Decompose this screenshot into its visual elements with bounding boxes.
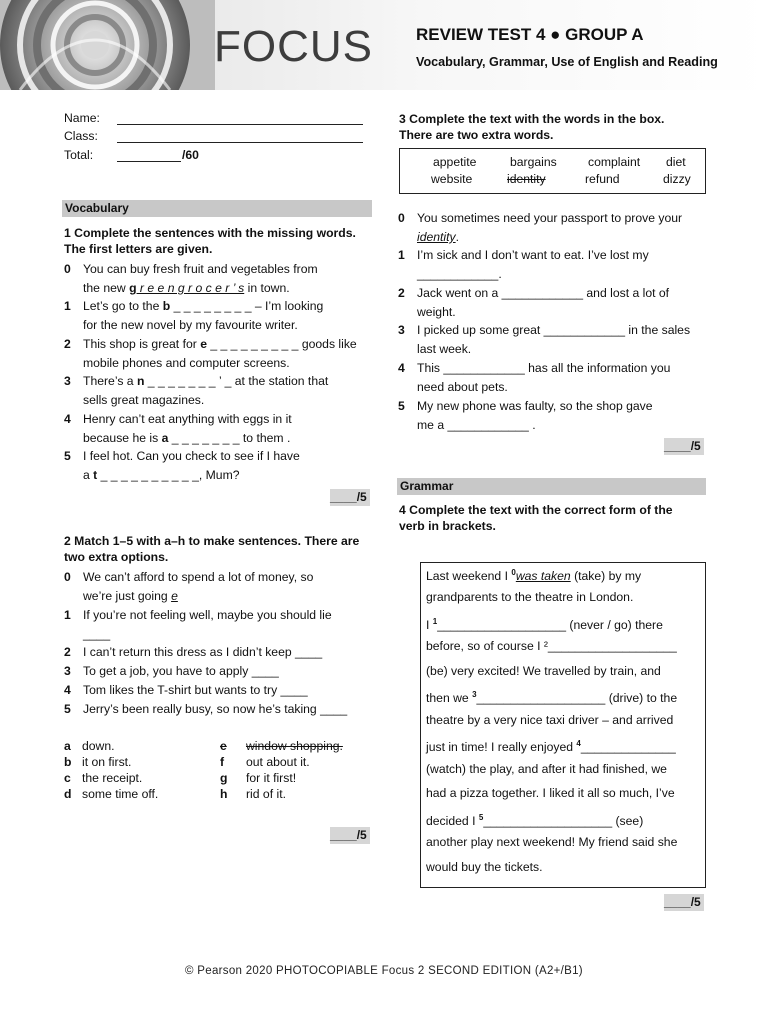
word-appetite: appetite [433, 155, 477, 169]
q2-item-5[interactable]: 5 Jerry’s been really busy, so now he’s taking ____ [64, 702, 348, 716]
q1-item-4-blank[interactable]: because he is a _ _ _ _ _ _ _ to them . [83, 431, 291, 445]
q2-example-answer: e [171, 589, 178, 603]
page-footer: © Pearson 2020 PHOTOCOPIABLE Focus 2 SECOND EDITION (A2+/B1) [185, 965, 583, 977]
q2-item-3[interactable]: 3 To get a job, you have to apply ____ [64, 664, 279, 678]
q2-item-0: 0 We can’t afford to spend a lot of money, so we’re just going e [64, 570, 314, 603]
q4-title-line2: verb in brackets. [399, 519, 496, 533]
q2-item-2[interactable]: 2 I can’t return this dress as I didn’t keep ____ [64, 645, 323, 659]
class-field[interactable] [117, 142, 363, 143]
q1-title-line1: 1 Complete the sentences with the missing words. [64, 226, 356, 240]
q4-example-answer: was taken [515, 569, 571, 583]
q2-option-b: it on first. [82, 755, 132, 769]
word-website: website [431, 172, 473, 186]
name-label: Name: [64, 111, 100, 125]
q1-item-2: 2 This shop is great for e _ _ _ _ _ _ _ _ _ goods like mobile phones and computer screens. [64, 337, 357, 370]
section-vocabulary: Vocabulary [62, 200, 372, 217]
word-diet: diet [666, 155, 686, 169]
q1-example-answer: r e e n g r o c e r ’ s [136, 281, 245, 295]
section-grammar: Grammar [397, 478, 706, 495]
q1-item-0: 0 You can buy fresh fruit and vegetables from the new g r e e n g r o c e r ’ s in town. [64, 262, 318, 295]
q1-item-3-blank[interactable]: There’s a n _ _ _ _ _ _ _ ’ _ at the station that [83, 374, 329, 388]
q2-option-f: out about it. [246, 755, 310, 769]
q4-text-box: Last weekend I $^0$was taken (take) by my grandparents to the theatre in London. I $^1$___________________ (never / go) there before, so of course I ²___________________ (be) very excited! We travelled by train, and then we $^3$___________________ (drive) to the theatre by a very nice taxi driver – and arrived just in time! I really enjoyed $^4$______________ (watch) the play, and after it had finished, we had a pizza together. I liked it all so much, I’ve decided I $^5$___________________ (see) another play next weekend! My friend said she would buy the tickets. [420, 562, 706, 888]
q2-option-a: down. [82, 739, 115, 753]
q2-title-line2: two extra options. [64, 550, 169, 564]
page-header [0, 0, 768, 90]
q1-item-1: 1 Let’s go to the b _ _ _ _ _ _ _ _ – I’m looking for the new novel by my favourite writer. [64, 299, 324, 332]
total-label: Total: [64, 148, 94, 162]
q4-gap-2[interactable]: before, so of course I ²___________________ [426, 639, 677, 653]
q3-item-0: 0 You sometimes need your passport to prove your identity. [398, 211, 683, 244]
q1-item-2-blank[interactable]: This shop is great for e _ _ _ _ _ _ _ _ _ goods like [83, 337, 357, 351]
total-suffix: /60 [182, 148, 199, 162]
q1-item-1-blank[interactable]: Let’s go to the b _ _ _ _ _ _ _ _ – I’m looking [83, 299, 324, 313]
q2-title-line1: 2 Match 1–5 with a–h to make sentences. There are [64, 534, 360, 548]
q4-gap-3[interactable]: then we $^3$___________________ (drive) to the [426, 690, 678, 705]
word-dizzy: dizzy [663, 172, 691, 186]
q3-item-4[interactable]: 4 This ____________ has all the information you need about pets. [398, 361, 671, 394]
test-subtitle: Vocabulary, Grammar, Use of English and Reading [416, 55, 718, 69]
q1-item-5: 5 I feel hot. Can you check to see if I have a t _ _ _ _ _ _ _ _ _ _, Mum? [64, 447, 374, 485]
q3-title-line2: There are two extra words. [399, 128, 554, 142]
q2-option-d: some time off. [82, 787, 159, 801]
q2-score-box[interactable]: ____/5 [330, 827, 370, 844]
q2-item-4[interactable]: 4 Tom likes the T-shirt but wants to try ____ [64, 683, 308, 697]
q2-option-e: window shopping. [246, 739, 343, 753]
q4-gap-1[interactable]: I $^1$___________________ (never / go) there [426, 617, 663, 632]
q3-item-2[interactable]: 2 Jack went on a ____________ and lost a lot of weight. [398, 286, 670, 319]
q1-title-line2: The first letters are given. [64, 242, 213, 256]
q3-example-answer: identity [417, 230, 456, 244]
q3-word-box [399, 148, 706, 194]
q2-option-h: rid of it. [246, 787, 286, 801]
q3-item-5[interactable]: 5 My new phone was faulty, so the shop gave me a ____________ . [398, 399, 653, 432]
word-refund: refund [585, 172, 620, 186]
q3-score-box[interactable]: ____/5 [664, 438, 704, 455]
word-bargains: bargains [510, 155, 557, 169]
q1-score-box[interactable]: ____/5 [330, 489, 370, 506]
total-field[interactable] [117, 161, 181, 162]
q4-title-line1: 4 Complete the text with the correct form of the [399, 503, 673, 517]
q3-title-line1: 3 Complete the text with the words in the box. [399, 112, 665, 126]
q1-item-4: 4 Henry can’t eat anything with eggs in it because he is a _ _ _ _ _ _ _ to them . [64, 410, 374, 448]
q4-gap-5[interactable]: decided I $^5$___________________ (see) [426, 813, 644, 828]
q4-gap-4[interactable]: just in time! I really enjoyed $^4$______________ [426, 739, 676, 754]
class-label: Class: [64, 129, 98, 143]
q1-item-5-blank[interactable]: a t _ _ _ _ _ _ _ _ _ _, Mum? [83, 468, 240, 482]
q3-item-1[interactable]: 1 I’m sick and I don’t want to eat. I’ve lost my ____________. [398, 248, 649, 281]
focus-swirl-graphic [0, 0, 215, 90]
word-complaint: complaint [588, 155, 641, 169]
q2-option-c: the receipt. [82, 771, 143, 785]
name-field[interactable] [117, 124, 363, 125]
focus-logo: FOCUS [214, 22, 373, 71]
q2-item-1[interactable]: 1 If you’re not feeling well, maybe you should lie ____ [64, 608, 332, 641]
test-title: REVIEW TEST 4 ● GROUP A [416, 25, 644, 44]
q1-item-3: 3 There’s a n _ _ _ _ _ _ _ ’ _ at the station that sells great magazines. [64, 374, 329, 407]
q2-option-g: for it first! [246, 771, 297, 785]
word-identity: identity [507, 172, 546, 186]
q4-score-box[interactable]: ____/5 [664, 894, 704, 911]
q3-item-3[interactable]: 3 I picked up some great ____________ in the sales last week. [398, 323, 691, 356]
